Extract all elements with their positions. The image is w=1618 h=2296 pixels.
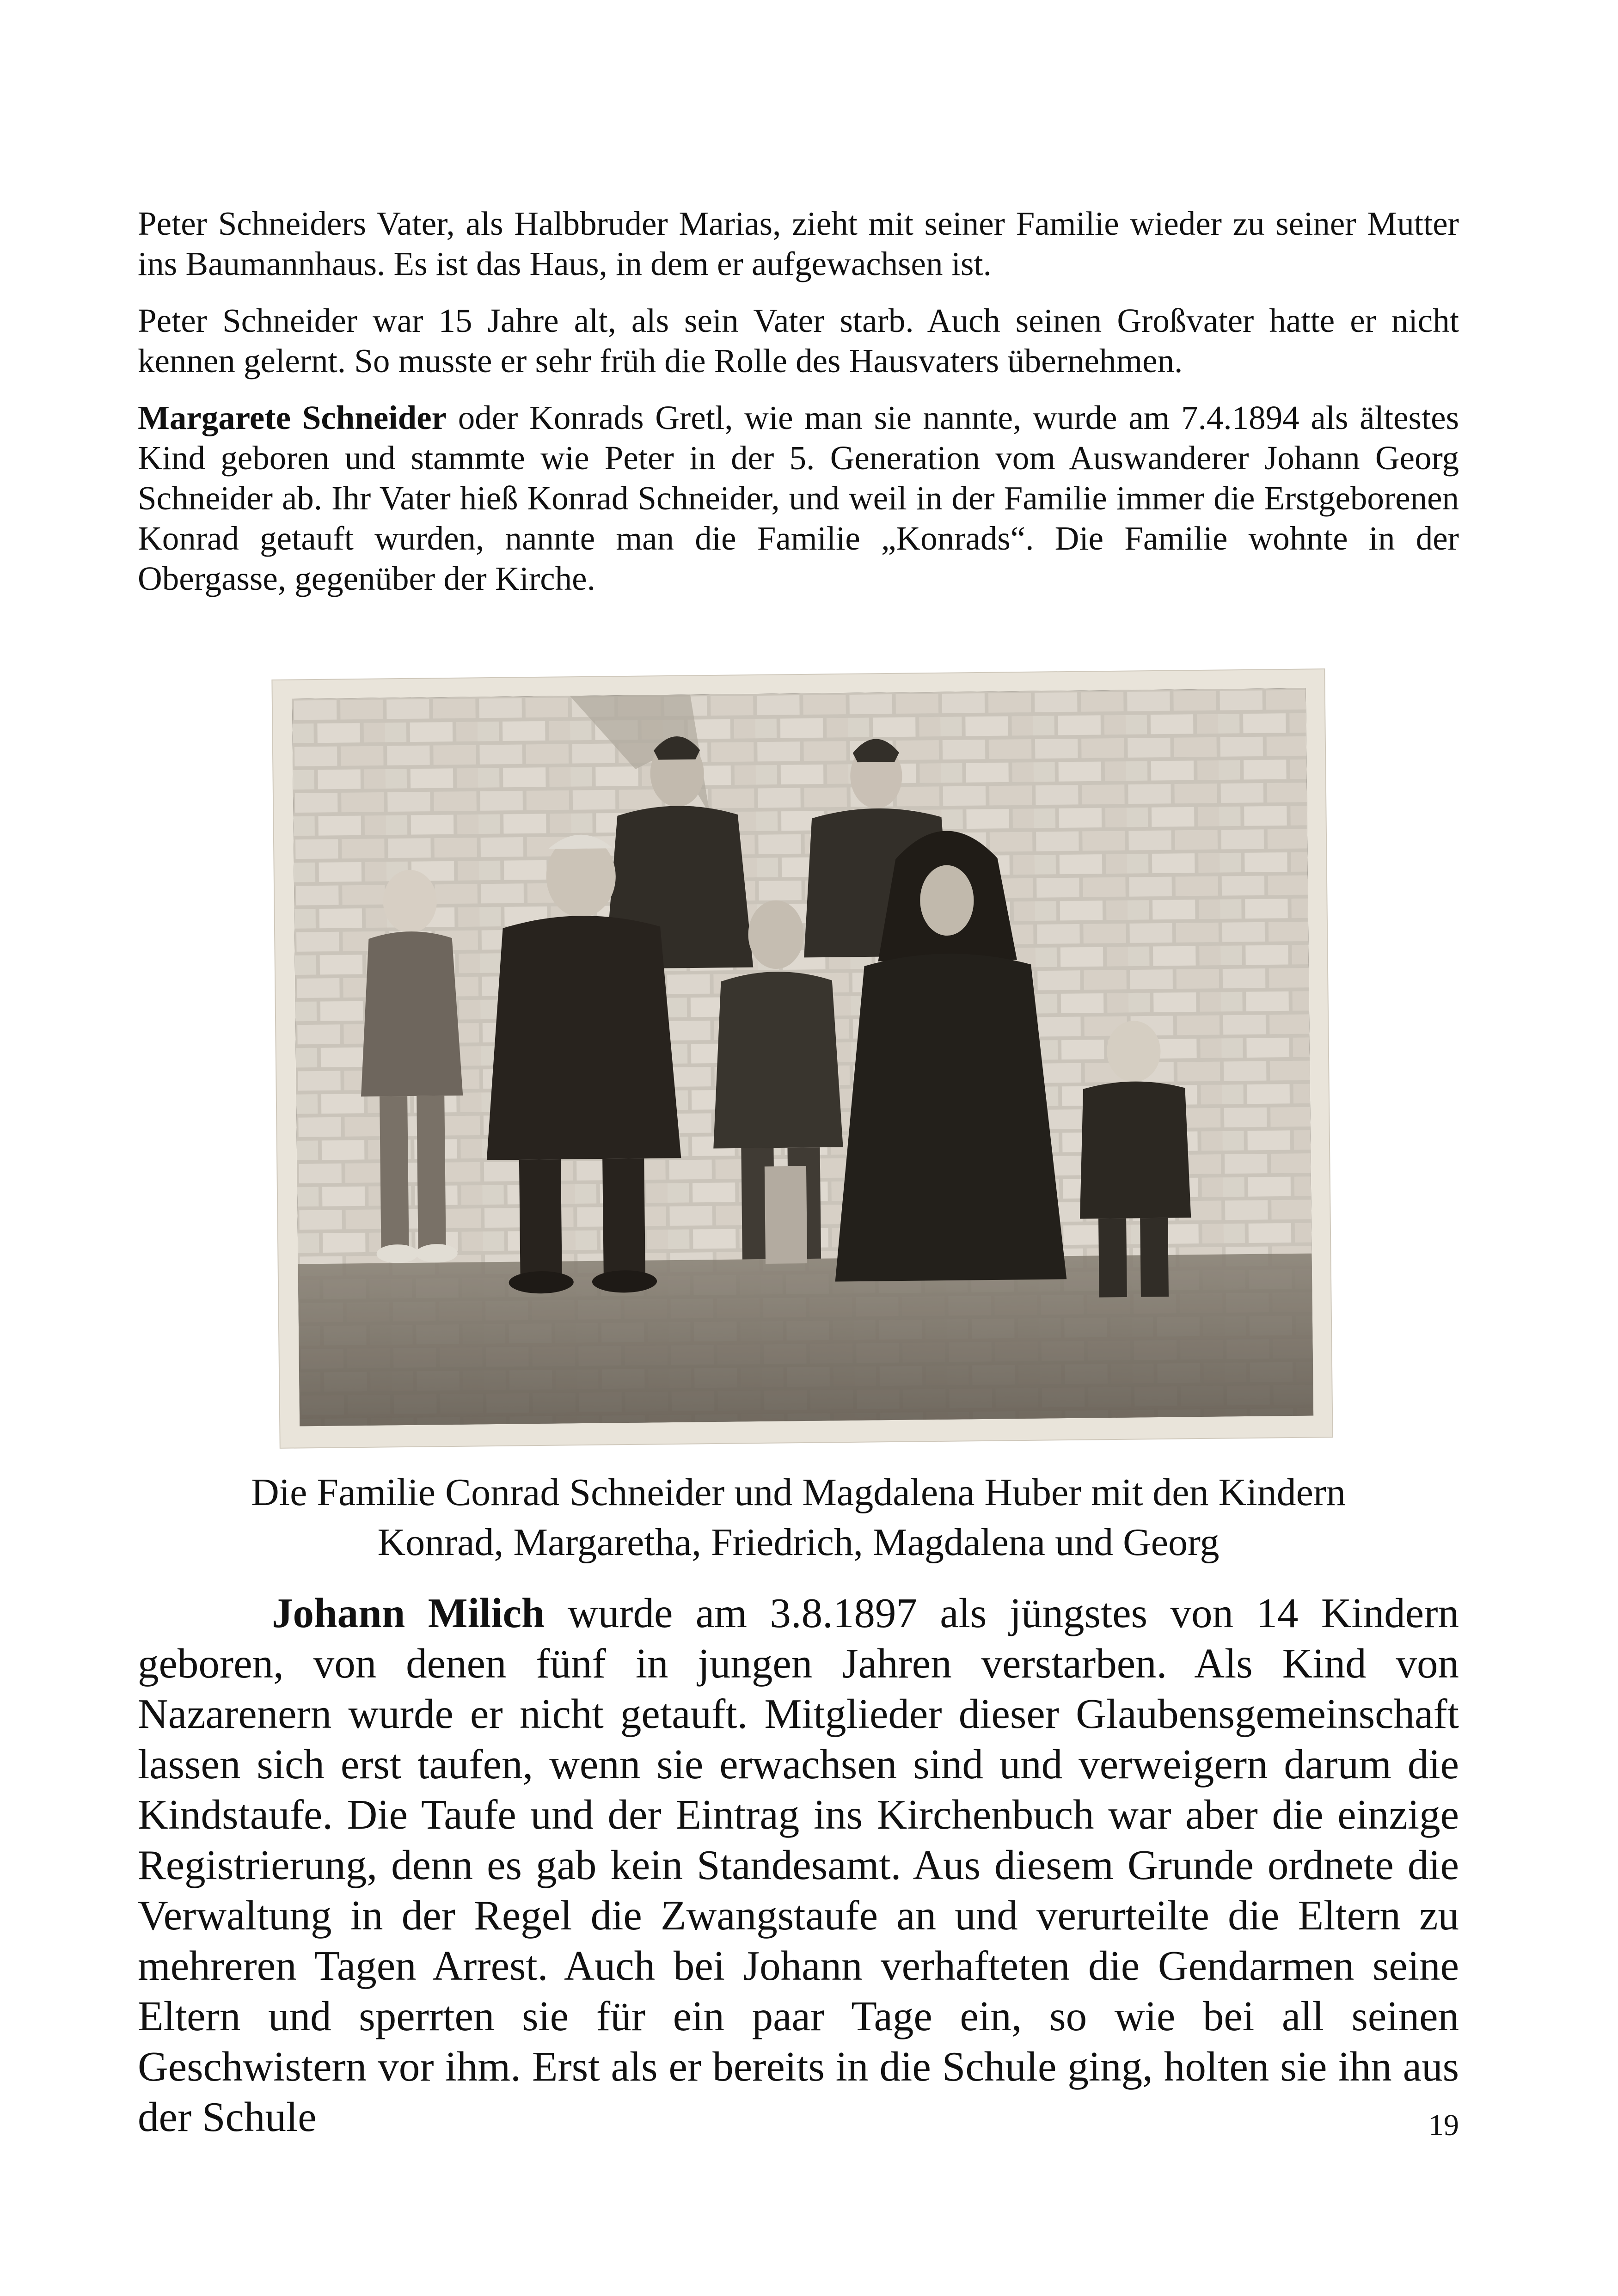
page-number: 19 xyxy=(1428,2108,1459,2142)
caption-line-2: Konrad, Margaretha, Friedrich, Magdalena und Georg xyxy=(377,1521,1220,1564)
photo-frame xyxy=(272,669,1332,1448)
photo-image xyxy=(292,688,1313,1427)
caption-line-1: Die Familie Conrad Schneider und Magdalena Huber mit den Kindern xyxy=(251,1471,1346,1514)
paragraph-3-text: oder Konrads Gretl, wie man sie nannte, wurde am 7.4.1894 als ältestes Kind geboren und stammte wie Peter in der 5. Generation vom Auswanderer Johann Georg Schneider ab. Ihr Vater hieß Konrad Schneider, und weil in der Familie immer die Erstgeborenen Konrad getauft wurden, nannte man die Familie „Konrads“. Die Familie wohnte in der Obergasse, gegenüber der Kirche. xyxy=(138,399,1459,597)
photo-illustration xyxy=(292,688,1313,1427)
paragraph-3 xyxy=(138,398,1459,599)
paragraph-2 xyxy=(138,300,1459,381)
paragraph-2-text: Peter Schneider war 15 Jahre alt, als sein Vater starb. Auch seinen Großvater hatte er nicht kennen gelernt. So musste er sehr früh die Rolle des Hausvaters übernehmen. xyxy=(138,302,1459,380)
paragraph-1-text: Peter Schneiders Vater, als Halbbruder Marias, zieht mit seiner Familie wieder zu seiner Mutter ins Baumannhaus. Es ist das Haus, in dem er aufgewachsen ist. xyxy=(138,205,1459,282)
main-paragraph-text: wurde am 3.8.1897 als jüngstes von 14 Kindern geboren, von denen fünf in jungen Jahren verstarben. Als Kind von Nazarenern wurde er nicht getauft. Mitglieder dieser Glaubensgemeinschaft lassen sich erst taufen, wenn sie erwachsen sind und verweigern darum die Kindstaufe. Die Taufe und der Eintrag ins Kirchenbuch war aber die einzige Registrierung, denn es gab kein Standesamt. Aus diesem Grunde ordnete die Verwaltung in der Regel die Zwangstaufe an und verurteilte die Eltern zu mehreren Tagen Arrest. Auch bei Johann verhafteten die Gendarmen seine Eltern und sperrten sie für ein paar Tage ein, so wie bei all seinen Geschwistern vor ihm. Erst als er bereits in die Schule ging, holten sie ihn aus der Schule xyxy=(138,1590,1459,2140)
photo-caption xyxy=(138,1468,1459,1567)
family-photo xyxy=(276,675,1328,1442)
paragraph-1 xyxy=(138,203,1459,284)
paragraph-3-name: Margarete Schneider xyxy=(138,399,447,436)
intro-text xyxy=(138,203,1459,599)
main-paragraph xyxy=(138,1588,1459,2142)
main-paragraph-name: Johann Milich xyxy=(272,1590,545,1636)
